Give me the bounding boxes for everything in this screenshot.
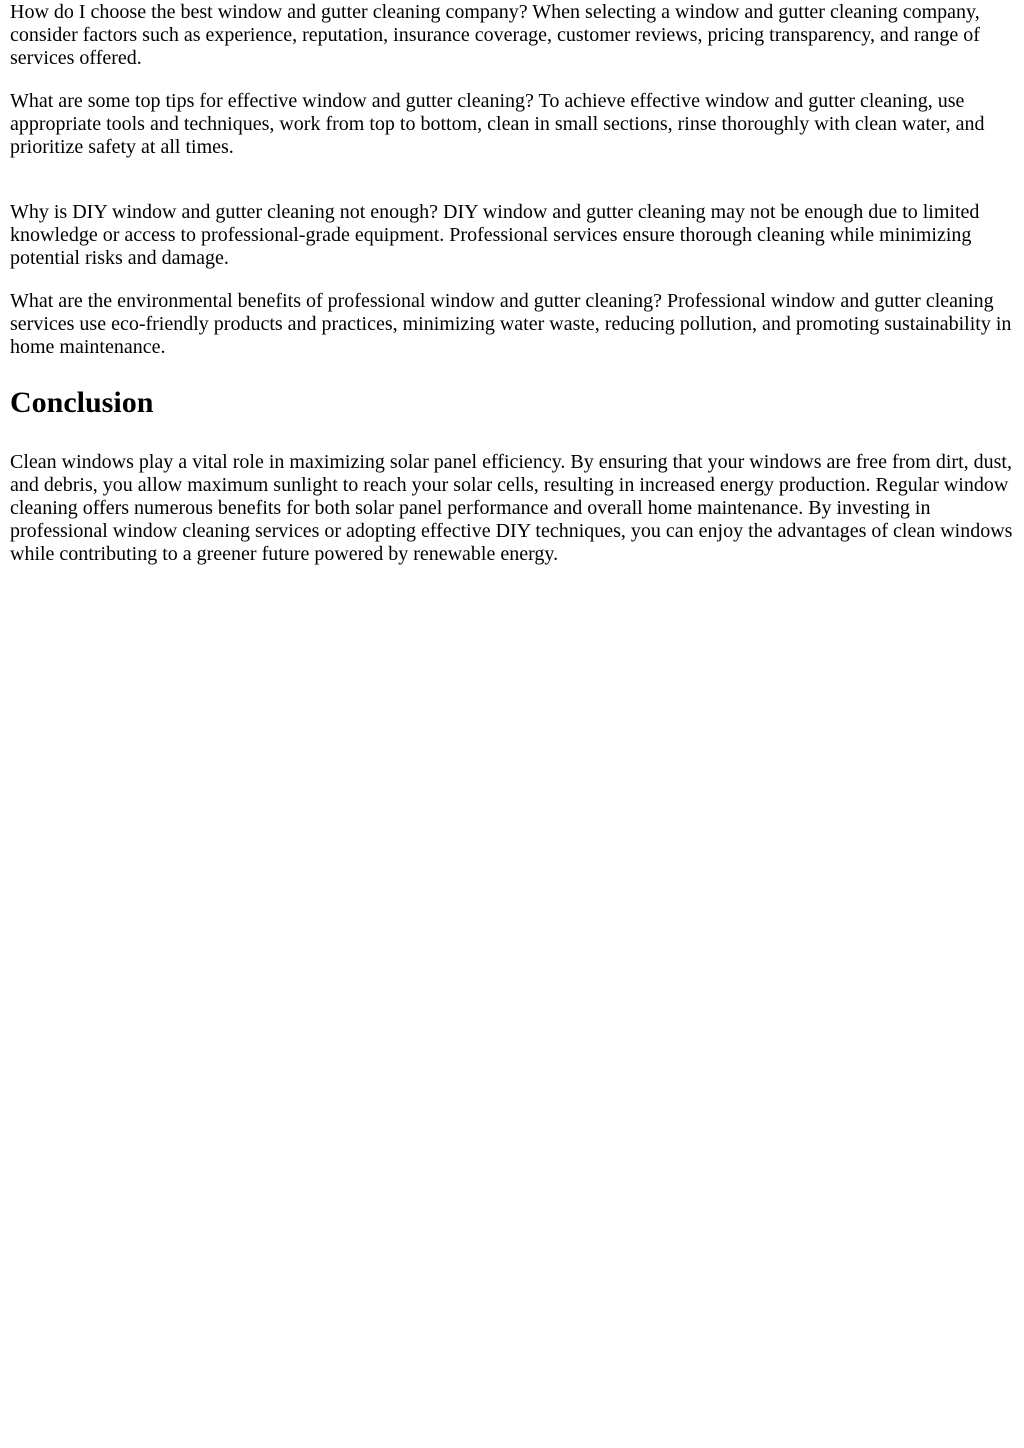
faq-paragraph-top-tips: What are some top tips for effective window and gutter cleaning? To achieve effective window and gutter cleaning, use appropriate tools and techniques, work from top to bottom, clean in small sections, rinse thoroughly with clean water, and prioritize safety at all times. [10, 90, 985, 158]
conclusion-paragraph: Clean windows play a vital role in maximizing solar panel efficiency. By ensuring that your windows are free from dirt, dust, and debris, you allow maximum sunlight to reach your solar cells, resulting in increased energy production. Regular window cleaning offers numerous benefits for both solar panel performance and overall home maintenance. By investing in professional window cleaning services or adopting effective DIY techniques, you can enjoy the advantages of clean windows while contributing to a greener future powered by renewable energy. [10, 451, 1013, 565]
faq-paragraph-environmental-benefits: What are the environmental benefits of professional window and gutter cleaning? Professional window and gutter cleaning services use eco-friendly products and practices, minimizing water waste, reducing pollution, and promoting sustainability in home maintenance. [10, 290, 1012, 358]
faq-paragraph-choose-company: How do I choose the best window and gutter cleaning company? When selecting a window and gutter cleaning company, consider factors such as experience, reputation, insurance coverage, customer reviews, pricing transparency, and range of services offered. [10, 1, 980, 69]
faq-paragraph-diy-not-enough: Why is DIY window and gutter cleaning not enough? DIY window and gutter cleaning may not be enough due to limited knowledge or access to professional-grade equipment. Professional services ensure thorough cleaning while minimizing potential risks and damage. [10, 201, 980, 269]
document-page [0, 0, 1024, 566]
conclusion-heading: Conclusion [10, 386, 154, 419]
